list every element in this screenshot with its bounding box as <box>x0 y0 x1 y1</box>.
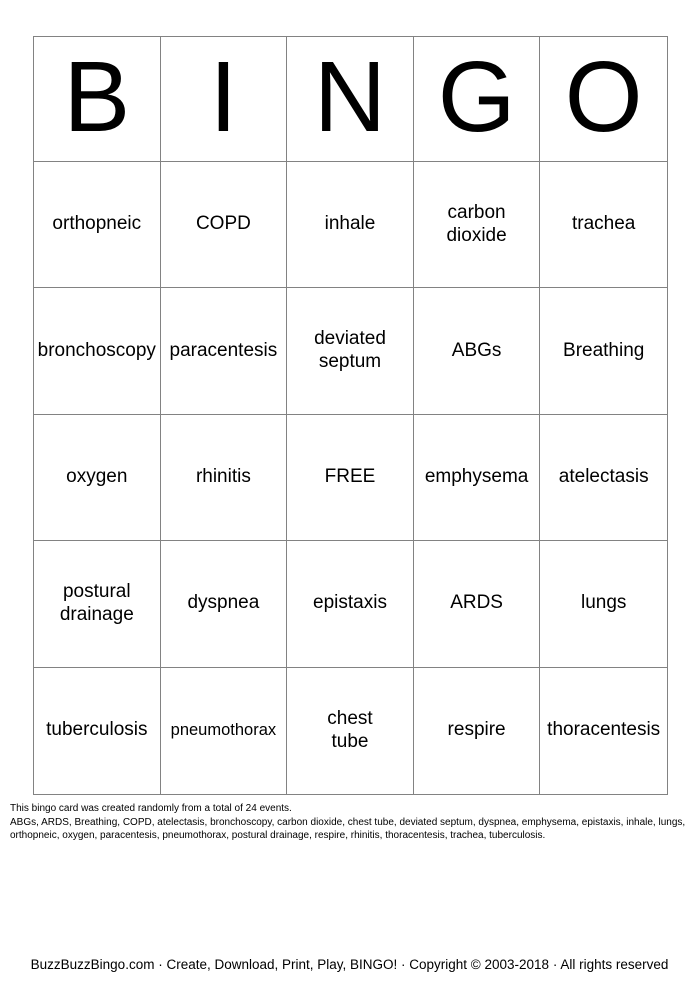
bingo-cell-r5c4: respire <box>414 668 541 794</box>
card-footnote <box>10 802 696 843</box>
bingo-letter-n: N <box>287 37 414 162</box>
bingo-cell-r1c5: trachea <box>540 162 667 288</box>
bingo-cell-r5c1: tuberculosis <box>34 668 161 794</box>
bingo-grid <box>33 36 668 795</box>
bingo-cell-r2c2: paracentesis <box>161 288 288 414</box>
bingo-cell-r4c4: ARDS <box>414 541 541 667</box>
bingo-cell-r3c4: emphysema <box>414 415 541 541</box>
bingo-cell-r4c2: dyspnea <box>161 541 288 667</box>
bingo-free-space: FREE <box>287 415 414 541</box>
bingo-cell-r2c3: deviated septum <box>287 288 414 414</box>
bingo-letter-i: I <box>161 37 288 162</box>
bingo-cell-r1c4: carbon dioxide <box>414 162 541 288</box>
bingo-cell-r2c5: Breathing <box>540 288 667 414</box>
bingo-cell-r4c1: postural drainage <box>34 541 161 667</box>
bingo-cell-r4c3: epistaxis <box>287 541 414 667</box>
bingo-cell-r1c3: inhale <box>287 162 414 288</box>
bingo-cell-r3c1: oxygen <box>34 415 161 541</box>
bingo-cell-r5c2: pneumothorax <box>161 668 288 794</box>
bingo-letter-o: O <box>540 37 667 162</box>
bingo-letter-b: B <box>34 37 161 162</box>
bingo-letter-g: G <box>414 37 541 162</box>
bingo-cell-r2c1: bronchoscopy <box>34 288 161 414</box>
bingo-cell-r5c5: thoracentesis <box>547 719 661 741</box>
footnote-events-line: ABGs, ARDS, Breathing, COPD, atelectasis, bronchoscopy, carbon dioxide, chest tube, deviated septum, dyspnea, emphysema, epistaxis, inhale, lungs, orthopneic, oxygen, paracentesis, pneumothorax, postural drainage, respire, rhinitis, thoracentesis, trachea, tuberculosis. <box>10 816 686 841</box>
bingo-cell-r2c4: ABGs <box>414 288 541 414</box>
footnote-creation-line: This bingo card was created randomly from a total of 24 events. <box>10 803 292 814</box>
bingo-cell-r4c5: lungs <box>540 541 667 667</box>
bingo-cell-r5c3: chest tube <box>287 668 414 794</box>
bingo-cell-r3c2: rhinitis <box>161 415 288 541</box>
bingo-cell-r1c2: COPD <box>161 162 288 288</box>
site-footer-line: BuzzBuzzBingo.com · Create, Download, Print, Play, BINGO! · Copyright © 2003-2018 · All rights reserved <box>30 957 669 972</box>
bingo-cell-r3c5: atelectasis <box>540 415 667 541</box>
bingo-cell-r1c1: orthopneic <box>34 162 161 288</box>
